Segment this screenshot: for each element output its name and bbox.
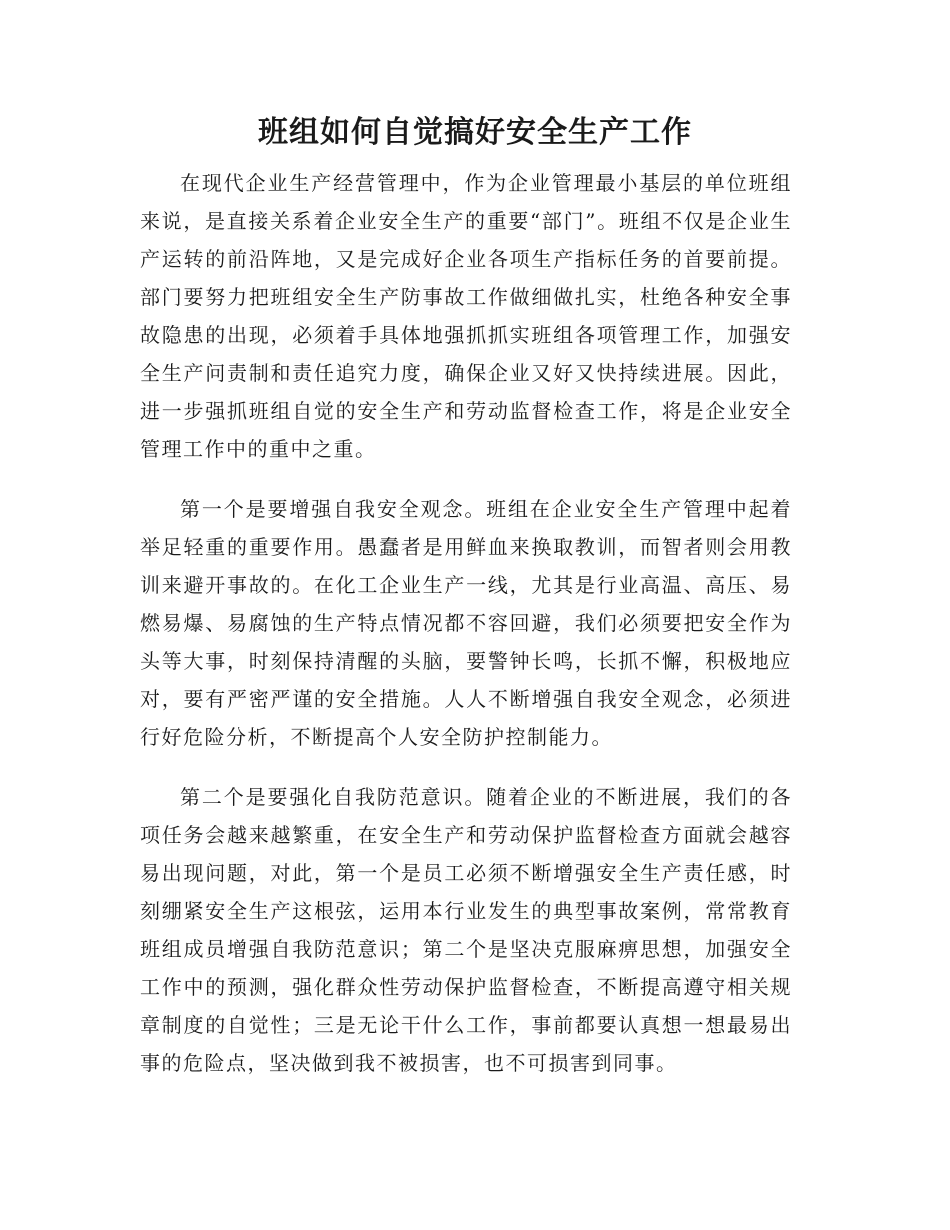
paragraph-safety-awareness: 第一个是要增强自我安全观念。班组在企业安全生产管理中起着举足轻重的重要作用。愚蠢者是用鲜血来换取教训，而智者则会用教训来避开事故的。在化工企业生产一线，尤其是行业高温、高压、易燃易爆、易腐蚀的生产特点情况都不容回避，我们必须要把安全作为头等大事，时刻保持清醒的头脑，要警钟长鸣，长抓不懈，积极地应对，要有严密严谨的安全措施。人人不断增强自我安全观念，必须进行好危险分析，不断提高个人安全防护控制能力。 — [140, 497, 792, 749]
document-body — [140, 164, 792, 1104]
document-title: 班组如何自觉搞好安全生产工作 — [258, 115, 692, 150]
paragraph-intro: 在现代企业生产经营管理中，作为企业管理最小基层的单位班组来说，是直接关系着企业安全生产的重要“部门”。班组不仅是企业生产运转的前沿阵地，又是完成好企业各项生产指标任务的首要前提。部门要努力把班组安全生产防事故工作做细做扎实，杜绝各种安全事故隐患的出现，必须着手具体地强抓抓实班组各项管理工作，加强安全生产问责制和责任追究力度，确保企业又好又快持续进展。因此，进一步强抓班组自觉的安全生产和劳动监督检查工作，将是企业安全管理工作中的重中之重。 — [140, 171, 792, 461]
paragraph-prevention-awareness: 第二个是要强化自我防范意识。随着企业的不断进展，我们的各项任务会越来越繁重，在安全生产和劳动保护监督检查方面就会越容易出现问题，对此，第一个是员工必须不断增强安全生产责任感，时刻绷紧安全生产这根弦，运用本行业发生的典型事故案例，常常教育班组成员增强自我防范意识；第二个是坚决克服麻痹思想，加强安全工作中的预测，强化群众性劳动保护监督检查，不断提高遵守相关规章制度的自觉性；三是无论干什么工作，事前都要认真想一想最易出事的危险点，坚决做到我不被损害，也不可损害到同事。 — [140, 785, 792, 1075]
